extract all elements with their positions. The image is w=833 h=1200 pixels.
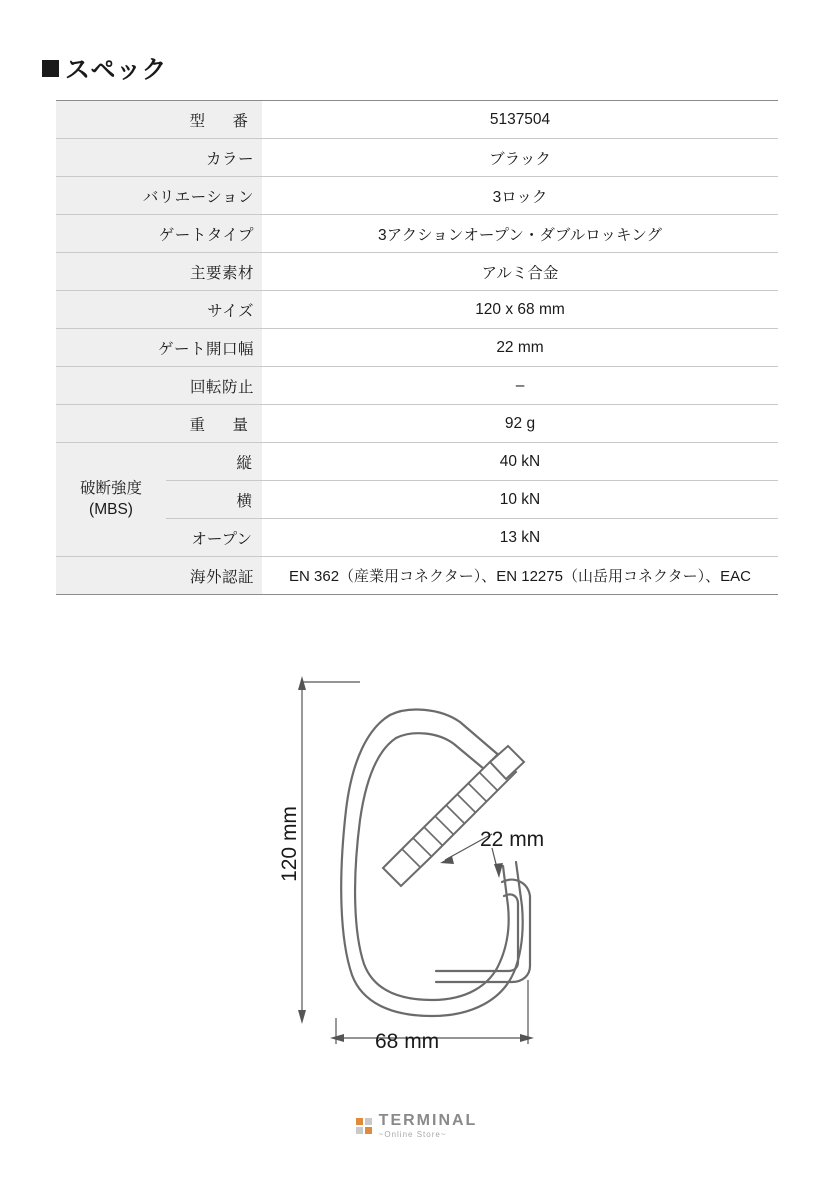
- spec-label: 重 量: [56, 405, 262, 443]
- mbs-value: 40 kN: [262, 443, 778, 481]
- spec-value: アルミ合金: [262, 253, 778, 291]
- table-row: [56, 215, 778, 253]
- mbs-sub-label: 横: [166, 481, 262, 519]
- spec-value: 3ロック: [262, 177, 778, 215]
- spec-label: 回転防止: [56, 367, 262, 405]
- footer: [0, 1112, 833, 1139]
- page-title: [42, 50, 167, 86]
- table-row: [56, 253, 778, 291]
- height-dimension-label: 120 mm: [277, 806, 301, 882]
- spec-label: カラー: [56, 139, 262, 177]
- spec-value: 22 mm: [262, 329, 778, 367]
- spec-label: 主要素材: [56, 253, 262, 291]
- logo-title: TERMINAL: [378, 1112, 478, 1129]
- table-row: [56, 443, 778, 481]
- spec-value: ブラック: [262, 139, 778, 177]
- mbs-value: 10 kN: [262, 481, 778, 519]
- logo-squares-icon: [356, 1118, 372, 1134]
- mbs-sub-label: オープン: [166, 519, 262, 557]
- spec-label: 型 番: [56, 101, 262, 139]
- spec-value: 3アクションオープン・ダブルロッキング: [262, 215, 778, 253]
- mbs-value: 13 kN: [262, 519, 778, 557]
- table-row: [56, 139, 778, 177]
- width-dimension-label: 68 mm: [375, 1030, 440, 1053]
- table-row: [56, 177, 778, 215]
- mbs-sub-label: 縦: [166, 443, 262, 481]
- square-bullet-icon: [42, 60, 59, 77]
- gate-opening-dimension-label: 22 mm: [480, 828, 545, 851]
- spec-label: サイズ: [56, 291, 262, 329]
- spec-value: 120 x 68 mm: [262, 291, 778, 329]
- table-row: [56, 329, 778, 367]
- brand-logo: [356, 1113, 478, 1139]
- table-row: [56, 367, 778, 405]
- cert-value: EN 362（産業用コネクター）、EN 12275（山岳用コネクター）、EAC: [262, 557, 778, 595]
- table-row: [56, 405, 778, 443]
- logo-text: [379, 1113, 478, 1139]
- table-row: [56, 101, 778, 139]
- gate-arm: [436, 880, 530, 982]
- page-title-text: スペック: [65, 56, 168, 84]
- spec-value: 5137504: [262, 101, 778, 139]
- spec-label: ゲート開口幅: [56, 329, 262, 367]
- mbs-label-line1: 破断強度: [79, 479, 142, 497]
- table-row: [56, 291, 778, 329]
- mbs-group-label: [56, 443, 166, 557]
- carabiner-dimension-drawing: [240, 650, 600, 1080]
- spec-label: ゲートタイプ: [56, 215, 262, 253]
- spec-value: –: [262, 367, 778, 405]
- cert-label: 海外認証: [56, 557, 262, 595]
- table-row: [56, 557, 778, 595]
- spec-value: 92 g: [262, 405, 778, 443]
- spec-label: バリエーション: [56, 177, 262, 215]
- mbs-label-line2: (MBS): [89, 500, 133, 518]
- spec-table: [56, 100, 778, 595]
- logo-subtitle: ~Online Store~: [378, 1130, 447, 1139]
